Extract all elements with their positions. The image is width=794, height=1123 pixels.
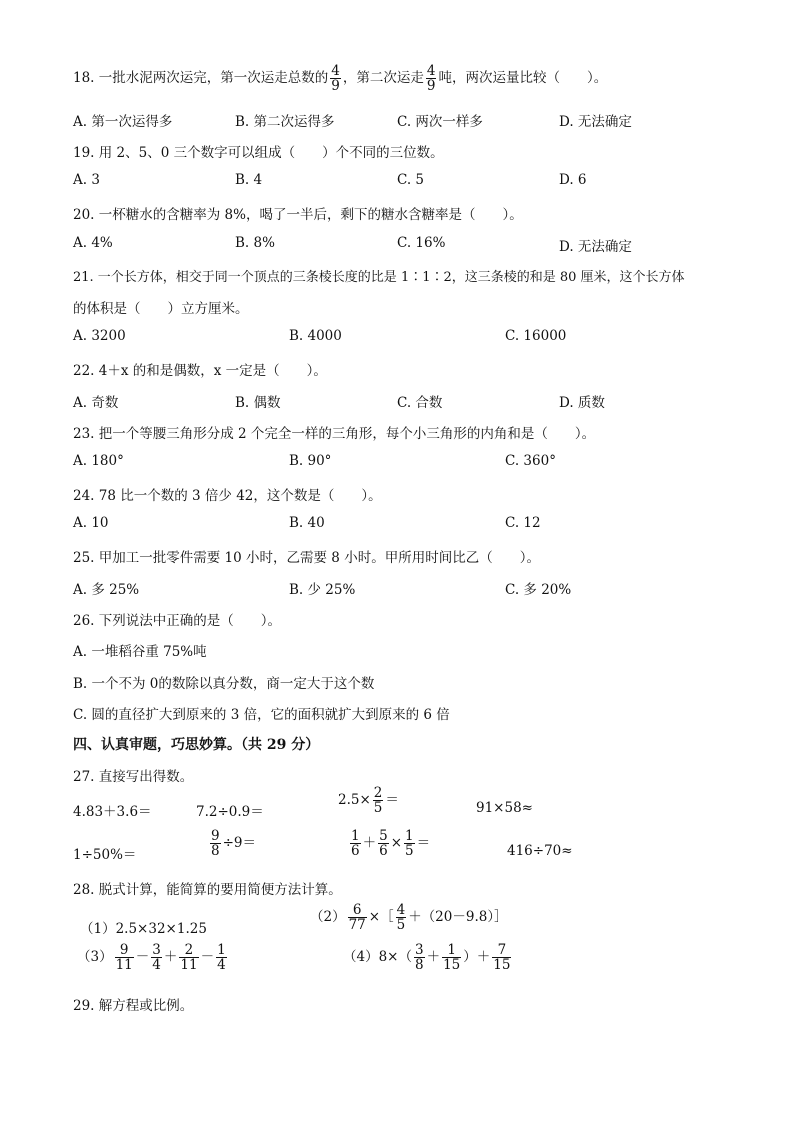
- q19-option-d: D. 6: [559, 172, 587, 188]
- q27-expr-3: 2.5× $\frac{2}{5}$ ＝: [338, 785, 399, 817]
- question-26: 26. 下列说法中正确的是（ ）。: [73, 613, 282, 629]
- q18-text-b: ，第二次运走: [342, 70, 424, 87]
- q28-problem-3: （3） $\frac{9}{11}$ － $\frac{3}{4}$ ＋ $\frac{2}{11}$ － $\frac{1}{4}$: [77, 942, 226, 974]
- q26-option-b: B. 一个不为 0的数除以真分数，商一定大于这个数: [73, 676, 375, 692]
- q28-problem-2: （2） $\frac{6}{77}$ ×［ $\frac{4}{5}$ ＋（20－9.8）］: [310, 902, 508, 934]
- question-21-line-2: 的体积是（ ）立方厘米。: [73, 301, 249, 317]
- q20-option-d: D. 无法确定: [559, 239, 632, 255]
- q21-option-a: A. 3200: [73, 328, 126, 344]
- question-24: 24. 78 比一个数的 3 倍少 42，这个数是（ ）。: [73, 488, 382, 504]
- q24-option-b: B. 40: [289, 515, 325, 531]
- q27-expr-2: 7.2÷0.9＝: [196, 804, 264, 820]
- q25-option-c: C. 多 20%: [505, 582, 572, 598]
- q23-option-c: C. 360°: [505, 453, 556, 469]
- q22-option-a: A. 奇数: [73, 395, 119, 411]
- q18-option-d: D. 无法确定: [559, 114, 632, 130]
- q20-option-c: C. 16%: [397, 235, 446, 251]
- q24-option-a: A. 10: [73, 515, 109, 531]
- q21-option-c: C. 16000: [505, 328, 567, 344]
- q22-option-d: D. 质数: [559, 395, 605, 411]
- q23-option-b: B. 90°: [289, 453, 332, 469]
- q27-expr-5: 1÷50%＝: [73, 847, 137, 863]
- question-27: 27. 直接写出得数。: [73, 769, 194, 785]
- q18-option-b: B. 第二次运得多: [235, 114, 335, 130]
- q20-option-a: A. 4%: [73, 235, 113, 251]
- q26-option-a: A. 一堆稻谷重 75%吨: [73, 644, 207, 660]
- q27-expr-6: $\frac{9}{8}$ ÷9＝: [211, 828, 256, 860]
- q20-option-b: B. 8%: [235, 235, 275, 251]
- q18-text-c: 吨，两次运量比较（ ）。: [438, 70, 608, 87]
- q19-option-b: B. 4: [235, 172, 263, 188]
- q28-problem-1: （1）2.5×32×1.25: [80, 921, 207, 937]
- question-23: 23. 把一个等腰三角形分成 2 个完全一样的三角形，每个小三角形的内角和是（ ）。: [73, 426, 596, 442]
- q18-fraction-2: $\frac{4}{9}$: [426, 63, 436, 95]
- q21-option-b: B. 4000: [289, 328, 342, 344]
- q28-problem-4: （4）8×（ $\frac{3}{8}$ ＋ $\frac{1}{15}$ ）＋ $\frac{7}{15}$: [343, 942, 511, 974]
- q22-option-b: B. 偶数: [235, 395, 281, 411]
- q25-option-b: B. 少 25%: [289, 582, 356, 598]
- q27-expr-7: $\frac{1}{6}$ ＋ $\frac{5}{6}$ × $\frac{1}{5}$ ＝: [351, 828, 431, 860]
- question-19: 19. 用 2、5、0 三个数字可以组成（ ）个不同的三位数。: [73, 145, 444, 161]
- q18-fraction-1: $\frac{4}{9}$: [331, 63, 340, 95]
- q22-option-c: C. 合数: [397, 395, 443, 411]
- q25-option-a: A. 多 25%: [73, 582, 140, 598]
- q18-text-a: 18. 一批水泥两次运完，第一次运走总数的: [73, 70, 329, 87]
- q19-option-c: C. 5: [397, 172, 425, 188]
- q18-option-c: C. 两次一样多: [397, 114, 483, 130]
- section-heading: 四、认真审题，巧思妙算。（共 29 分）: [73, 737, 320, 753]
- q24-option-c: C. 12: [505, 515, 541, 531]
- q18-option-a: A. 第一次运得多: [73, 114, 173, 130]
- question-29: 29. 解方程或比例。: [73, 998, 194, 1014]
- question-21-line-1: 21. 一个长方体，相交于同一个顶点的三条棱长度的比是 1∶1∶2，这三条棱的和是 80 厘米，这个长方体: [73, 270, 685, 285]
- question-22: 22. 4＋x 的和是偶数，x 一定是（ ）。: [73, 363, 327, 379]
- question-28: 28. 脱式计算，能简算的要用简便方法计算。: [73, 882, 342, 898]
- question-18: [73, 64, 607, 93]
- question-20: 20. 一杯糖水的含糖率为 8%，喝了一半后，剩下的糖水含糖率是（ ）。: [73, 207, 523, 223]
- question-25: 25. 甲加工一批零件需要 10 小时，乙需要 8 小时。甲所用时间比乙（ ）。: [73, 550, 540, 566]
- q26-option-c: C. 圆的直径扩大到原来的 3 倍，它的面积就扩大到原来的 6 倍: [73, 707, 450, 723]
- q19-option-a: A. 3: [73, 172, 100, 188]
- q27-expr-8: 416÷70≈: [507, 843, 573, 859]
- q23-option-a: A. 180°: [73, 453, 124, 469]
- q27-expr-4: 91×58≈: [476, 800, 533, 816]
- q27-expr-1: 4.83＋3.6＝: [73, 804, 152, 820]
